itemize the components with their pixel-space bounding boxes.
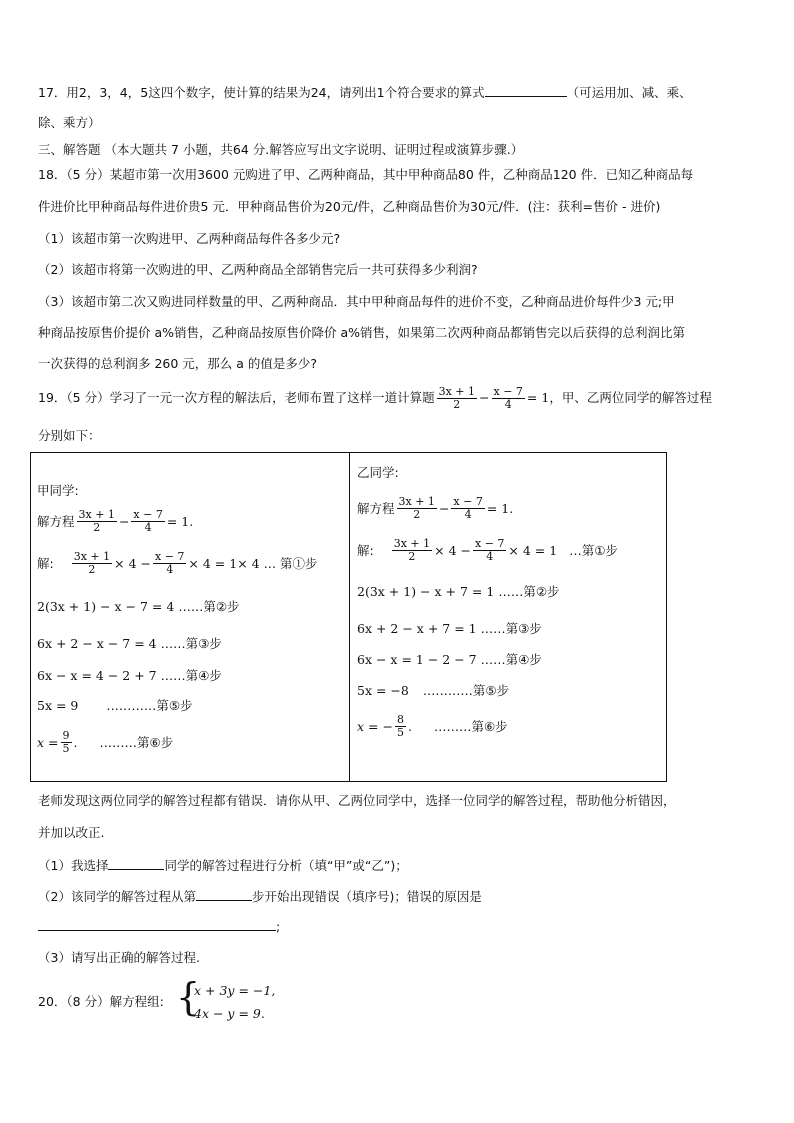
choice-blank[interactable] <box>108 857 164 870</box>
q18-part1: （1）该超市第一次购进甲、乙两种商品每件各多少元? <box>38 231 341 246</box>
jia-title: 甲同学: <box>37 483 79 498</box>
system-brace: { <box>176 975 201 1019</box>
q19-intro-line2: 分别如下： <box>38 428 101 443</box>
jia-step1: 解: $\frac{3x + 1}{2}$ × 4 − $\frac{x - 7}{4}$ × 4 = 1× 4 … 第①步 <box>37 549 318 576</box>
jia-step5: 5x = 9 …………第⑤步 <box>37 697 193 713</box>
q17-line2: 除、乘方） <box>38 115 101 130</box>
q19-after-line1: 老师发现这两位同学的解答过程都有错误．请你从甲、乙两位同学中，选择一位同学的解答过程，帮助他分析错因， <box>38 793 676 808</box>
fraction: $\frac{x - 7}{4}$ <box>493 384 523 411</box>
q19-reason-line: ; <box>38 918 764 935</box>
table-divider <box>349 453 350 781</box>
yi-equation: 解方程 $\frac{3x + 1}{2}$ − $\frac{x - 7}{4}$ = 1 . <box>357 494 514 521</box>
q20-eq2: 4x − y = 9. <box>194 1006 265 1021</box>
q19-part2: （2）该同学的解答过程从第 步开始出现错误（填序号)；错误的原因是 <box>38 889 482 904</box>
q18-part2: （2）该超市将第一次购进的甲、乙两种商品全部销售完后一共可获得多少利润? <box>38 262 478 277</box>
q19-intro: 19．（5 分）学习了一元一次方程的解法后，老师布置了这样一道计算题 $\frac{3x + 1}{2}$ − $\frac{x - 7}{4}$ = 1 ，甲、乙两位同学的解答过程 <box>38 384 712 411</box>
section-heading: 三、解答题 （本大题共 7 小题，共64 分.解答应写出文字说明、证明过程或演算步骤.） <box>38 142 524 157</box>
jia-equation: 解方程 $\frac{3x + 1}{2}$ − $\frac{x - 7}{4}$ = 1 . <box>37 507 194 534</box>
q20-eq1: x + 3y = −1, <box>194 983 276 998</box>
q18-part3-line2: 种商品按原售价提价 a%销售，乙种商品按原售价降价 a%销售，如果第二次两种商品都销售完以后获得的总利润比第 <box>38 325 686 340</box>
fraction: $\frac{3x + 1}{2}$ <box>438 384 476 411</box>
step-blank[interactable] <box>196 888 252 901</box>
jia-step2: 2(3x + 1) − x − 7 = 4 ……第②步 <box>37 598 240 614</box>
yi-step6: x = − $\frac{8}{5}$ . ………第⑥步 <box>357 712 508 739</box>
jia-step4: 6x − x = 4 − 2 + 7 ……第④步 <box>37 667 222 683</box>
q18-line2: 件进价比甲种商品每件进价贵5 元．甲种商品售价为20元/件，乙种商品售价为30元/件．(注：获利=售价 - 进价) <box>38 199 661 214</box>
yi-step5: 5x = −8 …………第⑤步 <box>357 682 510 698</box>
reason-blank[interactable] <box>38 918 276 931</box>
q18-part3-line3: 一次获得的总利润多 260 元，那么 a 的值是多少? <box>38 356 318 371</box>
yi-title: 乙同学: <box>357 465 399 480</box>
yi-step2: 2(3x + 1) − x + 7 = 1 ……第②步 <box>357 583 560 599</box>
solutions-table <box>30 452 667 782</box>
q17-line1: 17．用2，3，4，5这四个数字，使计算的结果为24，请列出1个符合要求的算式 （可运用加、减、乘、 <box>38 85 692 100</box>
yi-step1: 解: $\frac{3x + 1}{2}$ × 4 − $\frac{x - 7}{4}$ × 4 = 1 …第①步 <box>357 536 618 563</box>
q18-line1: 18．（5 分）某超市第一次用3600 元购进了甲、乙两种商品，其中甲种商品80 件，乙种商品120 件．已知乙种商品每 <box>38 167 694 182</box>
q20-label: 20．（8 分）解方程组: <box>38 994 164 1009</box>
jia-step3: 6x + 2 − x − 7 = 4 ……第③步 <box>37 635 222 651</box>
q18-part3-line1: （3）该超市第二次又购进同样数量的甲、乙两种商品．其中甲种商品每件的进价不变，乙种商品进价每件少3 元;甲 <box>38 294 675 309</box>
yi-step3: 6x + 2 − x + 7 = 1 ……第③步 <box>357 620 542 636</box>
q19-after-line2: 并加以改正. <box>38 825 105 840</box>
q19-part1: （1）我选择 同学的解答过程进行分析（填“甲”或“乙”)； <box>38 858 408 873</box>
jia-step6: x = $\frac{9}{5}$ . ………第⑥步 <box>37 728 174 755</box>
answer-blank[interactable] <box>485 84 567 97</box>
yi-step4: 6x − x = 1 − 2 − 7 ……第④步 <box>357 651 542 667</box>
q19-part3: （3）请写出正确的解答过程. <box>38 950 200 965</box>
